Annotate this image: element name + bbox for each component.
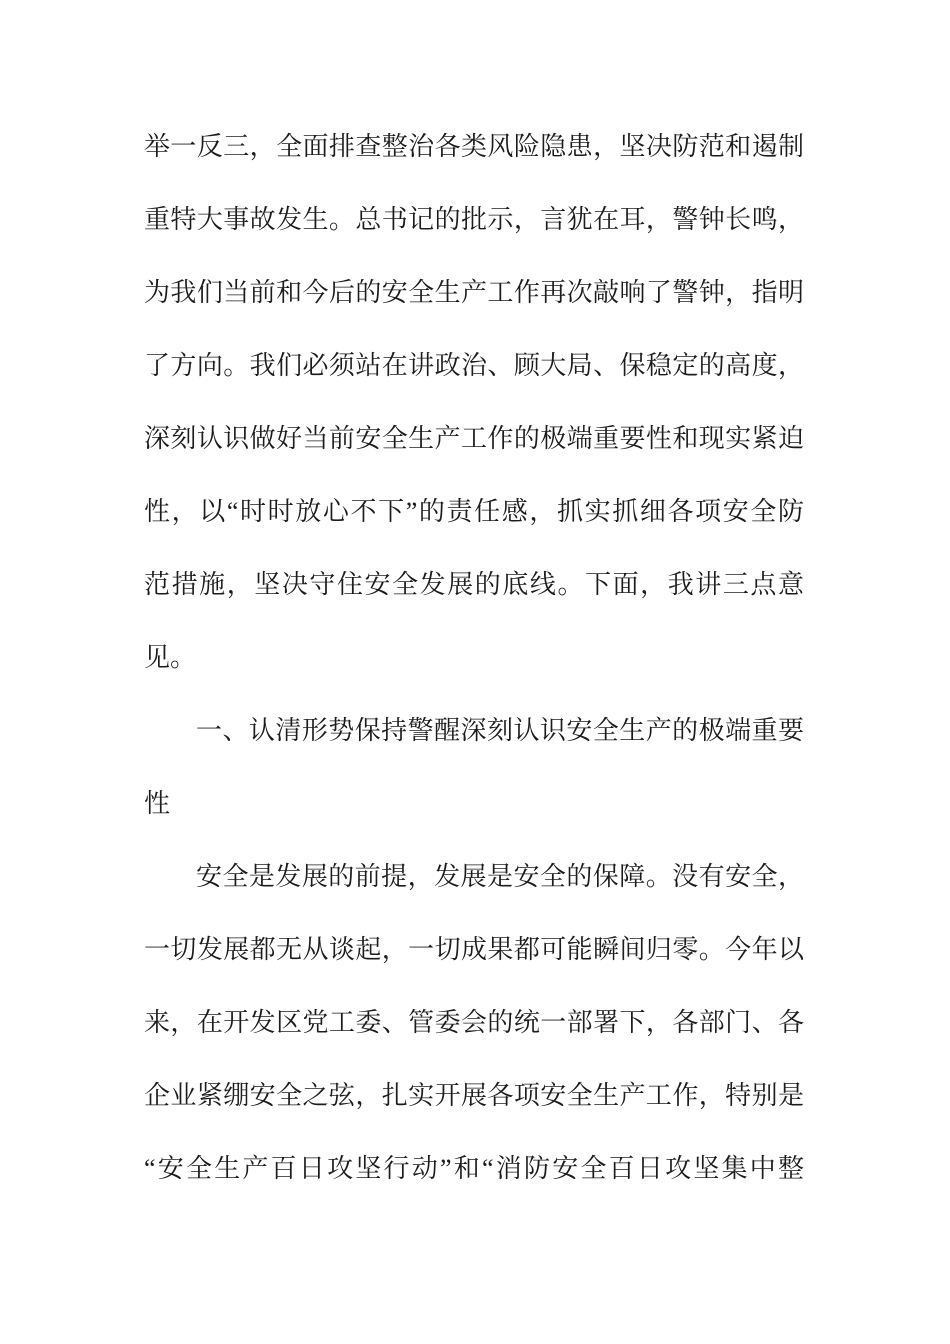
text-line: 了方向。我们必须站在讲政治、顾大局、保稳定的高度， (144, 351, 804, 380)
text-line: 范措施，坚决守住安全发展的底线。下面，我讲三点意 (144, 570, 804, 599)
text-line: 举一反三，全面排查整治各类风险隐患，坚决防范和遏制 (144, 132, 804, 161)
text-line: 深刻认识做好当前安全生产工作的极端重要性和现实紧迫 (144, 424, 804, 453)
text-line: 一切发展都无从谈起，一切成果都可能瞬间归零。今年以 (144, 935, 804, 964)
text-line: 企业紧绷安全之弦，扎实开展各项安全生产工作，特别是 (144, 1081, 804, 1110)
text-line: 性，以“时时放心不下”的责任感，抓实抓细各项安全防 (144, 497, 804, 526)
section-heading-line: 一、认清形势保持警醒深刻认识安全生产的极端重要 (196, 716, 804, 745)
text-line: 见。 (144, 643, 197, 672)
section-heading-line: 性 (144, 789, 171, 818)
document-body (144, 110, 804, 1205)
text-line: 安全是发展的前提，发展是安全的保障。没有安全， (196, 862, 804, 891)
text-line: 来，在开发区党工委、管委会的统一部署下，各部门、各 (144, 1008, 804, 1037)
text-line: “安全生产百日攻坚行动”和“消防安全百日攻坚集中整 (144, 1154, 804, 1183)
text-line: 重特大事故发生。总书记的批示，言犹在耳，警钟长鸣， (144, 205, 804, 234)
text-line: 为我们当前和今后的安全生产工作再次敲响了警钟，指明 (144, 278, 804, 307)
